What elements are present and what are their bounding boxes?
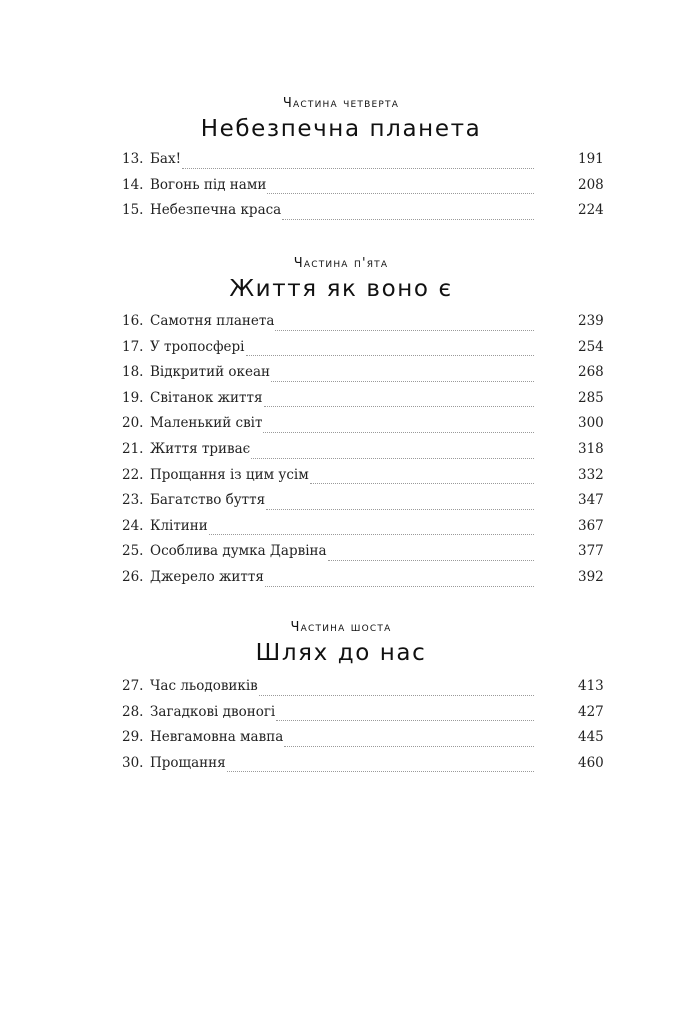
chapter-title: Світанок життя	[150, 389, 263, 406]
chapter-title: Клітини	[150, 517, 208, 534]
dot-leader	[265, 585, 534, 587]
toc-entry[interactable]: 17. У тропосфері 254	[122, 338, 604, 355]
part-title: Шлях до нас	[255, 640, 427, 666]
chapter-title: Самотня планета	[150, 313, 275, 329]
chapter-number: 28.	[122, 703, 144, 720]
dot-leader	[276, 719, 534, 721]
chapter-number: 21.	[122, 440, 144, 457]
dot-leader	[246, 354, 535, 356]
toc-entry[interactable]: 27. Час льодовиків 413	[122, 678, 604, 694]
chapter-number: 24.	[122, 517, 144, 534]
chapter-title: Час льодовиків	[150, 678, 258, 694]
chapter-number: 18.	[122, 364, 144, 381]
toc-entry[interactable]: 30. Прощання 460	[122, 754, 604, 771]
chapter-title: Небезпечна краса	[150, 202, 282, 219]
dot-leader	[227, 770, 534, 772]
chapter-number: 25.	[122, 543, 144, 560]
toc-list-part-6	[122, 678, 604, 780]
toc-entry[interactable]: 23. Багатство буття 347	[122, 492, 604, 509]
part-heading-6	[0, 620, 682, 668]
dot-leader	[282, 218, 534, 220]
chapter-title: Вогонь під нами	[150, 176, 267, 193]
chapter-title: Багатство буття	[150, 492, 266, 509]
dot-leader	[267, 192, 534, 194]
part-label: Частина шоста	[290, 620, 392, 635]
toc-entry[interactable]: 26. Джерело життя 392	[122, 568, 604, 585]
dot-leader	[271, 380, 534, 382]
chapter-title: Бах!	[150, 151, 182, 167]
chapter-number: 19.	[122, 389, 144, 406]
chapter-title: Маленький світ	[150, 415, 263, 432]
toc-list-part-5	[122, 313, 604, 595]
chapter-number: 30.	[122, 754, 144, 771]
chapter-number: 22.	[122, 466, 144, 483]
dot-leader	[209, 533, 534, 535]
part-label: Частина четверта	[282, 96, 400, 111]
toc-entry[interactable]: 28. Загадкові двоногі 427	[122, 703, 604, 720]
dot-leader	[310, 482, 534, 484]
chapter-title: У тропосфері	[150, 338, 245, 355]
chapter-title: Прощання	[150, 754, 226, 771]
dot-leader	[284, 745, 534, 747]
chapter-number: 26.	[122, 568, 144, 585]
toc-entry[interactable]: 20. Маленький світ 300	[122, 415, 604, 432]
dot-leader	[264, 405, 535, 407]
toc-entry[interactable]: 21. Життя триває 318	[122, 440, 604, 457]
toc-entry[interactable]: 14. Вогонь під нами 208	[122, 176, 604, 193]
toc-entry[interactable]: 29. Невгамовна мавпа 445	[122, 729, 604, 746]
chapter-number: 29.	[122, 729, 144, 746]
toc-list-part-4	[122, 151, 604, 228]
dot-leader	[182, 167, 534, 169]
chapter-title: Загадкові двоногі	[150, 703, 276, 720]
chapter-title: Джерело життя	[150, 568, 264, 585]
dot-leader	[263, 431, 534, 433]
part-label: Частина п'ята	[293, 256, 389, 271]
chapter-number: 27.	[122, 678, 144, 694]
chapter-title: Невгамовна мавпа	[150, 729, 284, 746]
dot-leader	[266, 508, 534, 510]
toc-entry[interactable]: 24. Клітини 367	[122, 517, 604, 534]
chapter-number: 13.	[122, 151, 144, 167]
chapter-title: Прощання із цим усім	[150, 466, 309, 483]
chapter-number: 23.	[122, 492, 144, 509]
part-title: Життя як воно є	[229, 276, 453, 302]
toc-entry[interactable]: 16. Самотня планета 239	[122, 313, 604, 329]
part-title: Небезпечна планета	[200, 116, 482, 142]
toc-entry[interactable]: 15. Небезпечна краса 224	[122, 202, 604, 219]
dot-leader	[275, 329, 534, 331]
toc-entry[interactable]: 13. Бах! 191	[122, 151, 604, 167]
toc-entry[interactable]: 22. Прощання із цим усім 332	[122, 466, 604, 483]
dot-leader	[328, 559, 534, 561]
chapter-title: Відкритий океан	[150, 364, 270, 381]
toc-entry[interactable]: 19. Світанок життя 285	[122, 389, 604, 406]
part-heading-4	[0, 96, 682, 144]
chapter-title: Особлива думка Дарвіна	[150, 543, 327, 560]
chapter-number: 14.	[122, 176, 144, 193]
toc-entry[interactable]: 25. Особлива думка Дарвіна 377	[122, 543, 604, 560]
chapter-number: 16.	[122, 313, 144, 329]
toc-entry[interactable]: 18. Відкритий океан 268	[122, 364, 604, 381]
chapter-number: 15.	[122, 202, 144, 219]
chapter-number: 20.	[122, 415, 144, 432]
chapter-title: Життя триває	[150, 440, 251, 457]
chapter-number: 17.	[122, 338, 144, 355]
dot-leader	[251, 457, 534, 459]
dot-leader	[259, 694, 534, 696]
part-heading-5	[0, 256, 682, 304]
